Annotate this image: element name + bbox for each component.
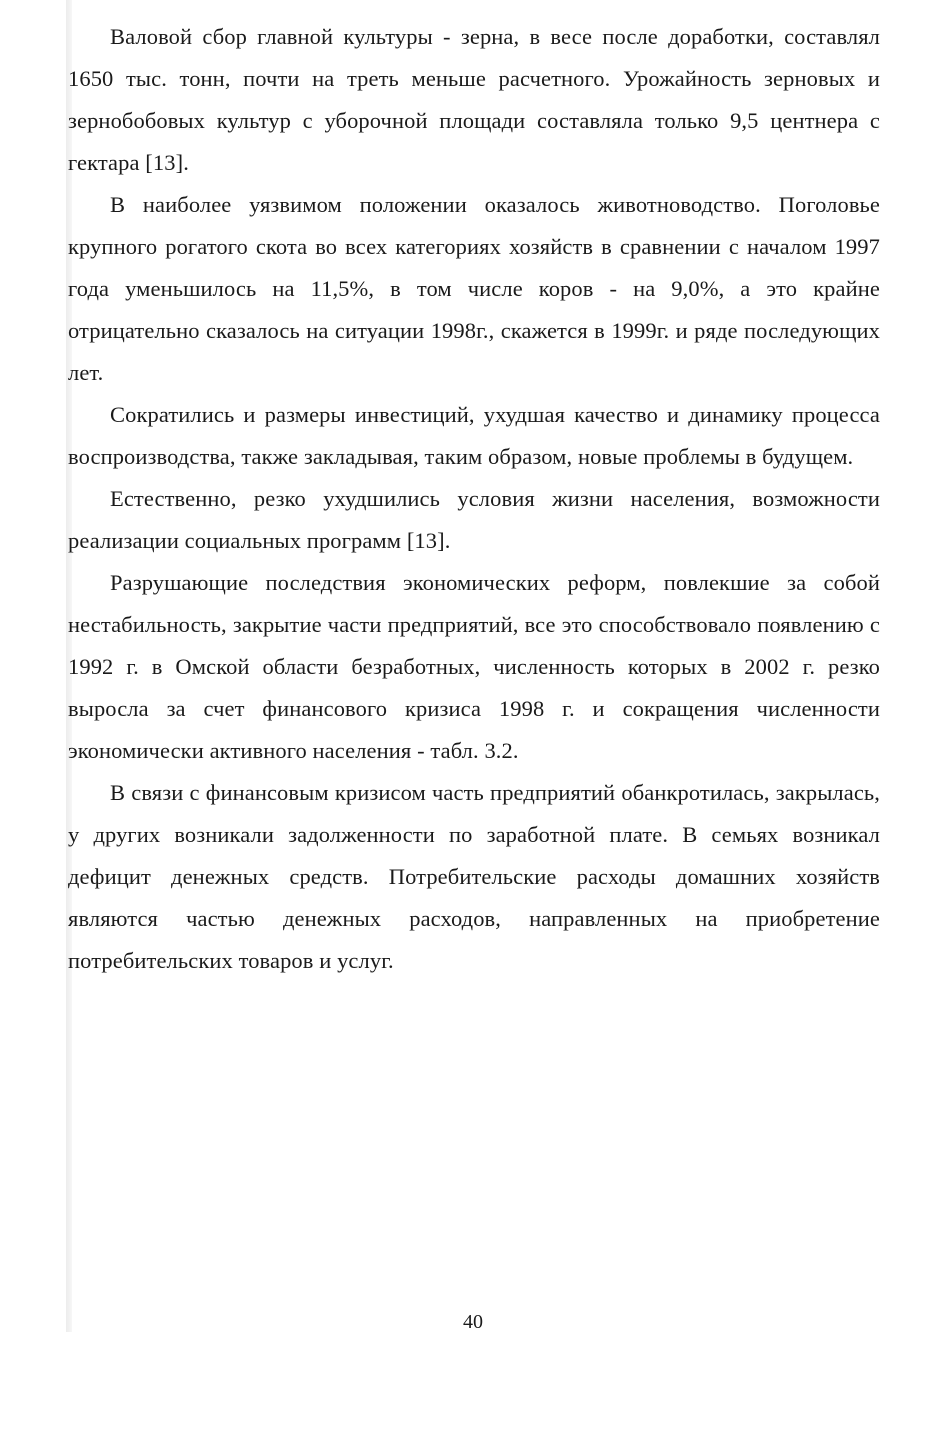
paragraph-livestock: В наиболее уязвимом положении оказалось животноводство. Поголовье крупного рогатого скота во всех категориях хозяйств в сравнении с началом 1997 года уменьшилось на 11,5%, в том числе коров - на 9,0%, а это крайне отрицательно сказалось на ситуации 1998г., скажется в 1999г. и ряде последующих лет. (68, 192, 880, 385)
page-number: 40 (463, 1311, 483, 1333)
body-text (68, 16, 880, 982)
paragraph-financial-crisis: В связи с финансовым кризисом часть предприятий обанкротилась, закрылась, у других возникали задолженности по заработной плате. В семьях возникал дефицит денежных средств. Потребительские расходы домашних хозяйств являются частью денежных расходов, направленных на приобретение потребительских товаров и услуг. (68, 780, 880, 973)
paragraph-living-conditions: Естественно, резко ухудшились условия жизни населения, возможности реализации социальных программ [13]. (68, 486, 880, 553)
paragraph-investments: Сократились и размеры инвестиций, ухудшая качество и динамику процесса воспроизводства, также закладывая, таким образом, новые проблемы в будущем. (68, 402, 880, 469)
paragraph-grain-harvest: Валовой сбор главной культуры - зерна, в весе после доработки, составлял 1650 тыс. тонн, почти на треть меньше расчетного. Урожайность зерновых и зернобобовых культур с уборочной площади составляла только 9,5 центнера с гектара [13]. (68, 24, 880, 175)
paragraph-unemployment: Разрушающие последствия экономических реформ, повлекшие за собой нестабильность, закрытие части предприятий, все это способствовало появлению с 1992 г. в Омской области безработных, численность которых в 2002 г. резко выросла за счет финансового кризиса 1998 г. и сокращения численности экономически активного населения - табл. 3.2. (68, 570, 880, 763)
